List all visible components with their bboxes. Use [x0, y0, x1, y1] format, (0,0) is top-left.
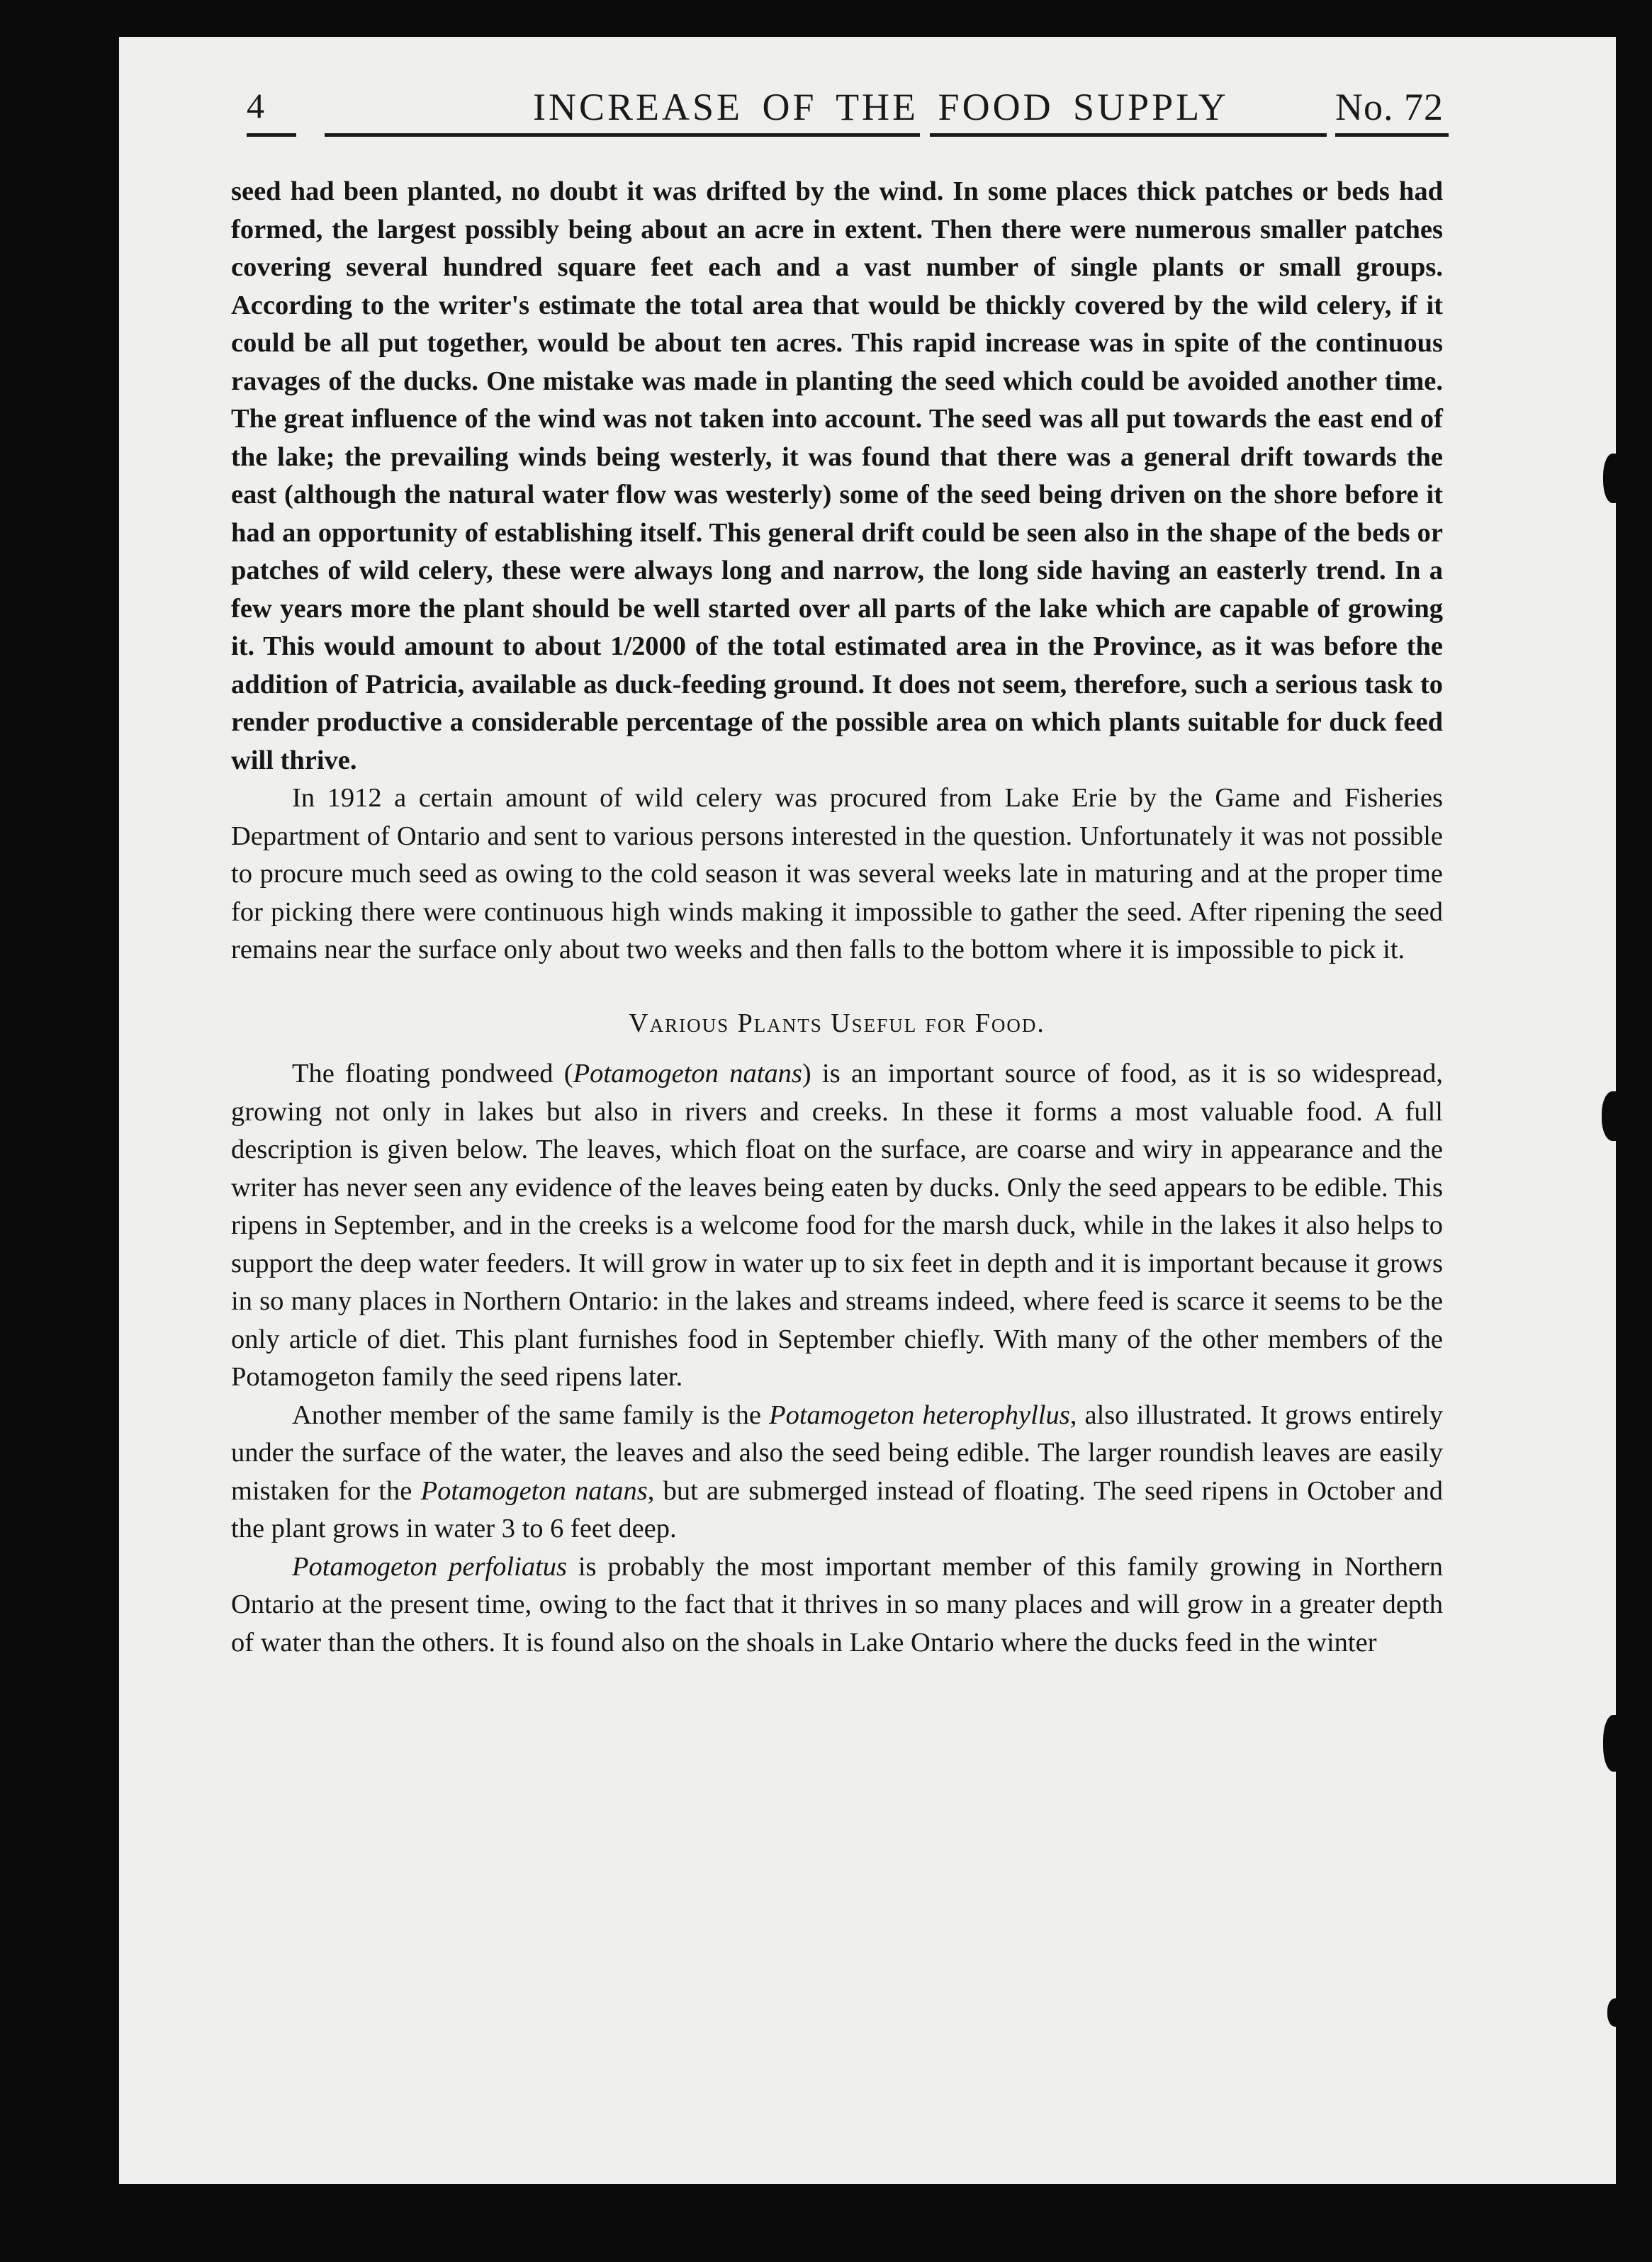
- scan-blot: [1603, 1715, 1626, 1772]
- header-rule: [325, 133, 920, 137]
- page-number: 4: [247, 86, 265, 125]
- header-rule: [1335, 133, 1449, 137]
- text-run: Another member of the same family is the: [292, 1400, 770, 1430]
- paragraph: seed had been planted, no doubt it was drifted by the wind. In some places thick patches or beds had formed, the largest possibly being about an acre in extent. Then there were numerous smaller patches covering several hundred square feet each and a vast number of single plants or small groups. According to the writer's estimate the total area that would be thickly covered by the wild celery, if it could be all put together, would be about ten acres. This rapid increase was in spite of the continuous ravages of the ducks. One mistake was made in planting the seed which could be avoided another time. The great influence of the wind was not taken into account. The seed was all put towards the east end of the lake; the prevailing winds being westerly, it was found that there was a general drift towards the east (although the natural water flow was westerly) some of the seed being driven on the shore before it had an opportunity of establishing itself. This general drift could be seen also in the shape of the beds or patches of wild celery, these were always long and narrow, the long side having an easterly trend. In a few years more the plant should be well started over all parts of the lake which are capable of growing it. This would amount to about 1/2000 of the total estimated area in the Province, as it was before the addition of Patricia, available as duck-feeding ground. It does not seem, therefore, such a serious task to render productive a considerable percentage of the possible area on which plants suitable for duck feed will thrive.: [231, 176, 1443, 775]
- species-name: Potamogeton heterophyllus: [769, 1400, 1070, 1430]
- scan-blot: [1602, 1091, 1626, 1141]
- text-run: is probably the most important member of this family growing in Northern Ontario at the present time, owing to the fact that it thrives in so many places and will grow in a greater depth of water than the others. It is found also on the shoals in Lake Ontario where the ducks feed in the winter: [231, 1551, 1443, 1658]
- series-number: No. 72: [1335, 86, 1444, 128]
- species-name: Potamogeton natans: [573, 1059, 802, 1088]
- text-run: ) is an important source of food, as it is so widespread, growing not only in lakes but also in rivers and creeks. In these it forms a most valuable food. A full description is given below. The leaves, which float on the surface, are coarse and wiry in appearance and the writer has never seen any evidence of the leaves being eaten by ducks. Only the seed appears to be edible. This ripens in September, and in the creeks is a welcome food for the marsh duck, while in the lakes it also helps to support the deep water feeders. It will grow in water up to six feet in depth and it is important because it grows in so many places in Northern Ontario: in the lakes and streams indeed, where feed is scarce it seems to be the only article of diet. This plant furnishes food in September chiefly. With many of the other members of the Potamogeton family the seed ripens later.: [231, 1059, 1444, 1392]
- header-rule: [930, 133, 1327, 137]
- species-name: Potamogeton natans: [420, 1475, 648, 1506]
- running-title: INCREASE OF THE FOOD SUPPLY: [533, 86, 1229, 128]
- text-run: , but are submerged instead of floating. The seed ripens in October and the plant grows in water 3 to 6 feet deep.: [231, 1475, 1444, 1543]
- scan-blot: [1607, 1998, 1624, 2027]
- section-heading: Various Plants Useful for Food.: [629, 1008, 1045, 1038]
- paragraph: [231, 1548, 1443, 1662]
- page-body: [231, 173, 1443, 1662]
- paragraph: [231, 1055, 1443, 1397]
- species-name: Potamogeton perfoliatus: [292, 1551, 567, 1582]
- scan-blot: [1603, 454, 1624, 503]
- text-run: , also illustrated. It grows entirely under the surface of the water, the leaves and also the seed being edible. The larger roundish leaves are easily mistaken for the: [231, 1400, 1443, 1506]
- text-run: The floating pondweed (: [292, 1059, 573, 1088]
- paragraph: [231, 1397, 1443, 1548]
- paragraph: In 1912 a certain amount of wild celery was procured from Lake Erie by the Game and Fisheries Department of Ontario and sent to various persons interested in the question. Unfortunately it was not possible to procure much seed as owing to the cold season it was several weeks late in maturing and at the proper time for picking there were continuous high winds making it impossible to gather the seed. After ripening the seed remains near the surface only about two weeks and then falls to the bottom where it is impossible to pick it.: [231, 783, 1443, 964]
- running-header: [122, 50, 1447, 133]
- header-rule: [247, 133, 296, 137]
